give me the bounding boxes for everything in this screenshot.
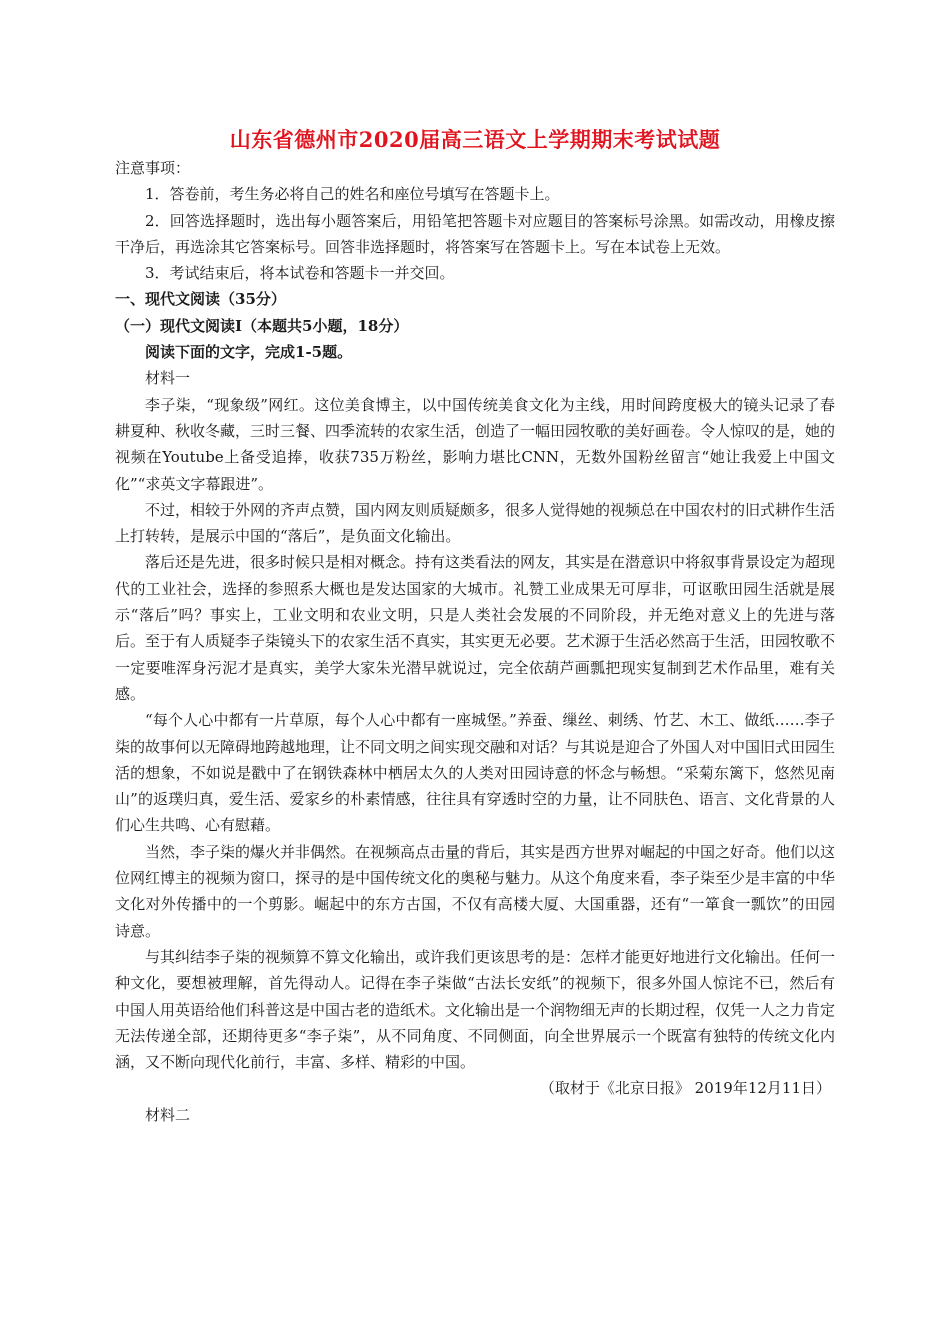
- exam-page: [115, 128, 835, 1128]
- paragraph-3: 落后还是先进，很多时候只是相对概念。持有这类看法的网友，其实是在潜意识中将叙事背景设定为超现代的工业社会，选择的参照系大概也是发达国家的大城市。礼赞工业成果无可厚非，可讴歌田园生活就是展示“落后”吗？事实上，工业文明和农业文明，只是人类社会发展的不同阶段，并无绝对意义上的先进与落后。至于有人质疑李子柒镜头下的农家生活不真实，其实更无必要。艺术源于生活必然高于生活，田园牧歌不一定要唯浑身污泥才是真实，美学大家朱光潜早就说过，完全依葫芦画瓢把现实复制到艺术作品里，难有关感。: [115, 553, 836, 703]
- paragraph-1: 李子柒，“现象级”网红。这位美食博主，以中国传统美食文化为主线，用时间跨度极大的镜头记录了春耕夏种、秋收冬藏，三时三餐、四季流转的农家生活，创造了一幅田园牧歌的美好画卷。令人惊叹的是，她的视频在Youtube上备受追捧，收获735万粉丝，影响力堪比CNN，无数外国粉丝留言“她让我爱上中国文化”“求英文字幕跟进”。: [115, 395, 836, 493]
- notice-heading: 注意事项：: [115, 159, 191, 177]
- notice-item-2: 2．回答选择题时，选出每小题答案后，用铅笔把答题卡对应题目的答案标号涂黑。如需改动，用橡皮擦干净后，再选涂其它答案标号。回答非选择题时，将答案写在答题卡上。写在本试卷上无效。: [115, 211, 835, 256]
- subsection-heading: （一）现代文阅读Ⅰ（本题共5小题，18分）: [115, 316, 409, 335]
- source-citation: （取材于《北京日报》 2019年12月11日）: [539, 1079, 831, 1098]
- paragraph-4: “每个人心中都有一片草原，每个人心中都有一座城堡。”养蚕、缫丝、刺绣、竹艺、木工、做纸……李子柒的故事何以无障碍地跨越地理，让不同文明之间实现交融和对话？与其说是迎合了外国人对中国旧式田园生活的想象，不如说是戳中了在钢铁森林中栖居太久的人类对田园诗意的怀念与畅想。“采菊东篱下，悠然见南山”的返璞归真，爱生活、爱家乡的朴素情感，往往具有穿透时空的力量，让不同肤色、语言、文化背景的人们心生共鸣、心有慰藉。: [115, 711, 836, 835]
- page-title: 山东省德州市2020届高三语文上学期期末考试试题: [229, 127, 721, 152]
- material-one-label: 材料一: [145, 369, 191, 388]
- section-heading: 一、现代文阅读（35分）: [115, 290, 286, 309]
- paragraph-5: 当然，李子柒的爆火并非偶然。在视频高点击量的背后，其实是西方世界对崛起的中国之好奇。他们以这位网红博主的视频为窗口，探寻的是中国传统文化的奥秘与魅力。从这个角度来看，李子柒至少是丰富的中华文化对外传播中的一个剪影。崛起中的东方古国，不仅有高楼大厦、大国重器，还有“一箪食一瓢饮”的田园诗意。: [115, 842, 836, 940]
- material-two-label: 材料二: [145, 1105, 191, 1124]
- notice-item-3: 3．考试结束后，将本试卷和答题卡一并交回。: [145, 264, 455, 283]
- paragraph-2: 不过，相较于外网的齐声点赞，国内网友则质疑颇多，很多人觉得她的视频总在中国农村的旧式耕作生活上打转转，是展示中国的“落后”，是负面文化输出。: [115, 500, 836, 546]
- notice-item-1: 1．答卷前，考生务必将自己的姓名和座位号填写在答题卡上。: [145, 185, 560, 204]
- reading-instruction: 阅读下面的文字，完成1-5题。: [145, 343, 353, 362]
- paragraph-6: 与其纠结李子柒的视频算不算文化输出，或许我们更该思考的是：怎样才能更好地进行文化输出。任何一种文化，要想被理解，首先得动人。记得在李子柒做“古法长安纸”的视频下，很多外国人惊诧不已，然后有中国人用英语给他们科普这是中国古老的造纸术。文化输出是一个润物细无声的长期过程，仅凭一人之力肯定无法传递全部，还期待更多“李子柒”，从不同角度、不同侧面，向全世界展示一个既富有独特的传统文化内涵，又不断向现代化前行，丰富、多样、精彩的中国。: [115, 947, 836, 1072]
